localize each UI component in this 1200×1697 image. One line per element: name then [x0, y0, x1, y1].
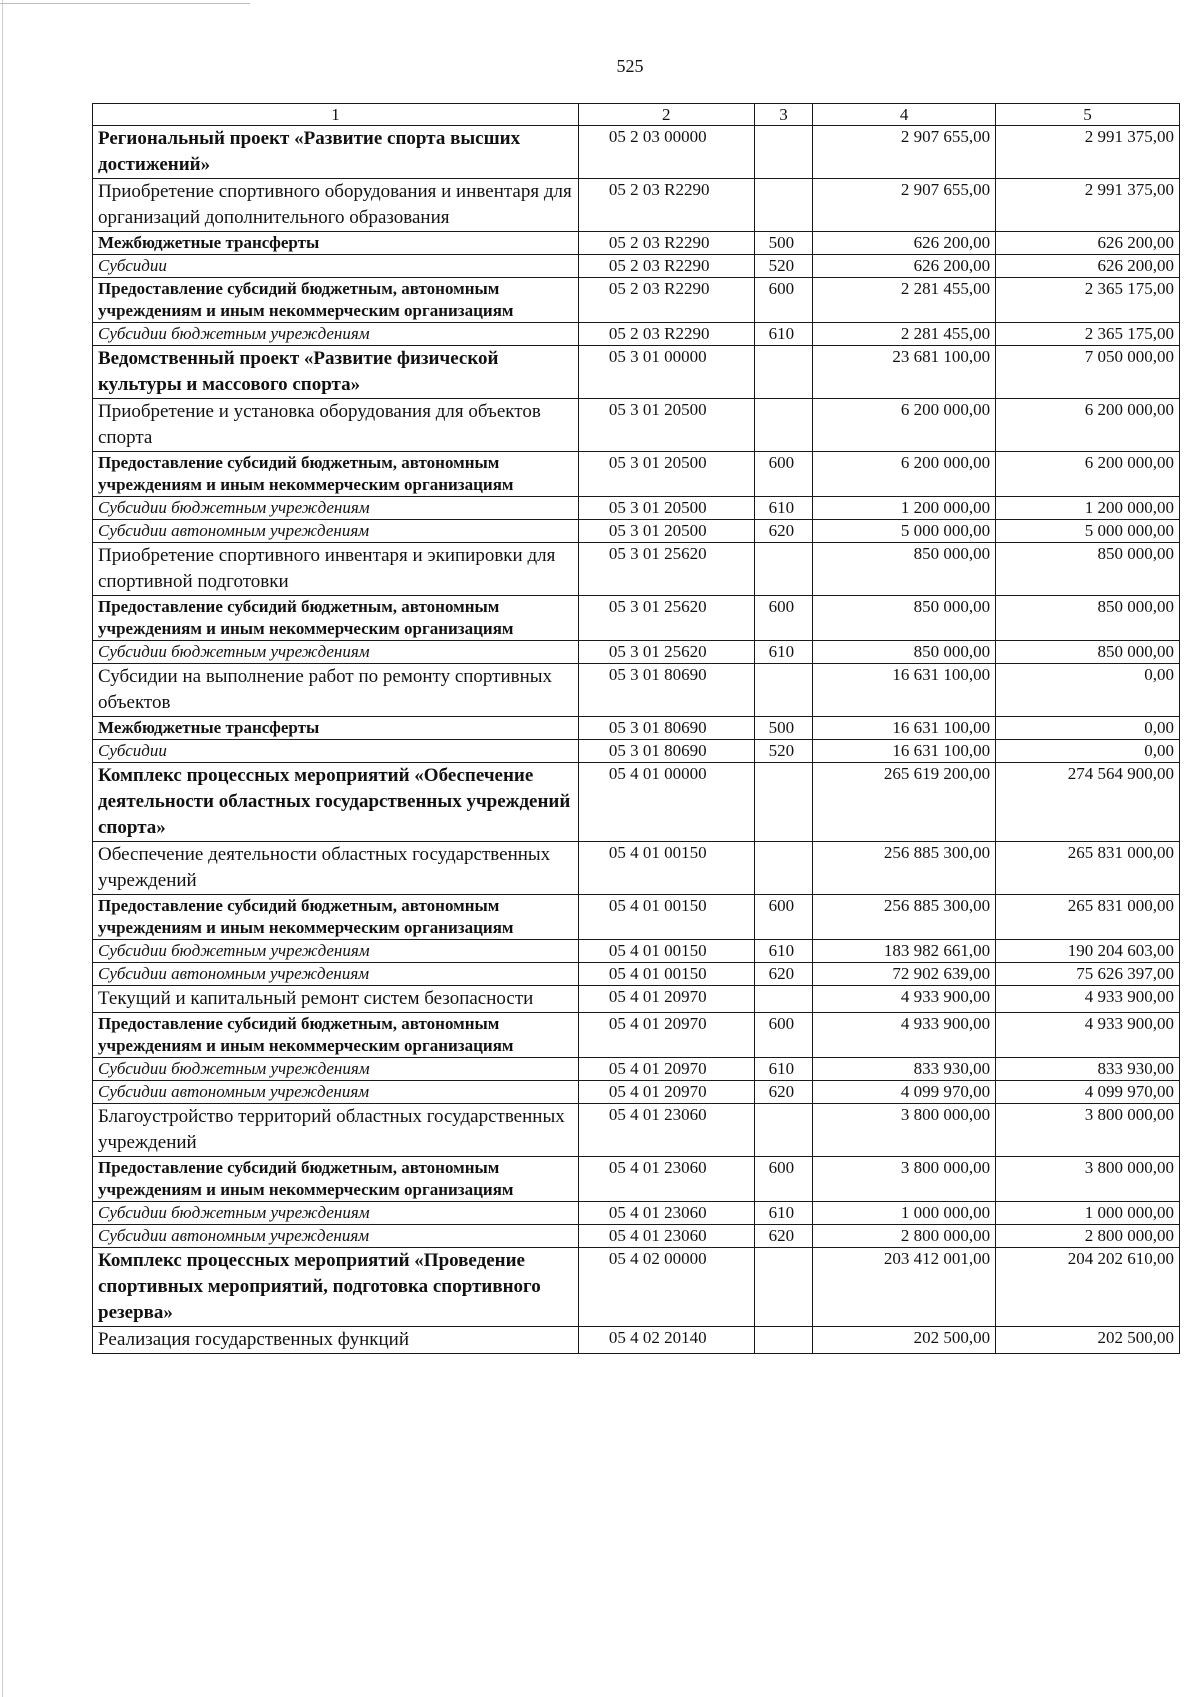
row-sum-year1-cell: 3 800 000,00 [813, 1157, 996, 1202]
row-sum-year2-cell: 7 050 000,00 [996, 346, 1180, 399]
row-name-cell: Субсидии автономным учреждениям [93, 1225, 579, 1248]
row-type-cell: 500 [754, 717, 813, 740]
row-sum-year1-cell: 626 200,00 [813, 255, 996, 278]
row-sum-year2-cell: 0,00 [996, 664, 1180, 717]
row-code-cell: 05 4 01 00150 [578, 842, 754, 895]
row-sum-year2-cell: 204 202 610,00 [996, 1248, 1180, 1327]
row-code-cell: 05 2 03 00000 [578, 126, 754, 179]
row-code-cell: 05 4 02 20140 [578, 1327, 754, 1354]
table-row [93, 399, 1180, 452]
row-name-cell: Субсидии бюджетным учреждениям [93, 497, 579, 520]
row-code-cell: 05 4 01 00000 [578, 763, 754, 842]
row-sum-year2-cell: 190 204 603,00 [996, 940, 1180, 963]
row-sum-year1-cell: 16 631 100,00 [813, 717, 996, 740]
row-type-cell [754, 842, 813, 895]
row-code-cell: 05 4 01 00150 [578, 940, 754, 963]
header-col-2: 2 [578, 104, 754, 126]
row-name-cell: Субсидии бюджетным учреждениям [93, 323, 579, 346]
row-code-cell: 05 4 02 00000 [578, 1248, 754, 1327]
row-sum-year1-cell: 2 281 455,00 [813, 323, 996, 346]
table-row [93, 1248, 1180, 1327]
row-type-cell [754, 664, 813, 717]
table-row [93, 255, 1180, 278]
row-name-cell: Межбюджетные трансферты [93, 717, 579, 740]
table-row [93, 1058, 1180, 1081]
row-sum-year1-cell: 16 631 100,00 [813, 664, 996, 717]
row-sum-year2-cell: 4 933 900,00 [996, 986, 1180, 1013]
row-type-cell [754, 126, 813, 179]
row-type-cell: 620 [754, 520, 813, 543]
row-name-cell: Региональный проект «Развитие спорта высших достижений» [93, 126, 579, 179]
row-code-cell: 05 4 01 23060 [578, 1157, 754, 1202]
table-row [93, 1202, 1180, 1225]
row-name-cell: Предоставление субсидий бюджетным, автономным учреждениям и иным некоммерческим организациям [93, 895, 579, 940]
row-type-cell: 610 [754, 1202, 813, 1225]
row-code-cell: 05 4 01 23060 [578, 1225, 754, 1248]
header-col-3: 3 [754, 104, 813, 126]
row-type-cell [754, 346, 813, 399]
table-row [93, 596, 1180, 641]
row-sum-year1-cell: 202 500,00 [813, 1327, 996, 1354]
row-type-cell [754, 1327, 813, 1354]
row-code-cell: 05 3 01 80690 [578, 740, 754, 763]
table-row [93, 1081, 1180, 1104]
row-type-cell: 600 [754, 1013, 813, 1058]
row-name-cell: Субсидии на выполнение работ по ремонту спортивных объектов [93, 664, 579, 717]
row-sum-year1-cell: 6 200 000,00 [813, 452, 996, 497]
row-sum-year1-cell: 2 281 455,00 [813, 278, 996, 323]
row-name-cell: Межбюджетные трансферты [93, 232, 579, 255]
row-code-cell: 05 3 01 20500 [578, 399, 754, 452]
row-sum-year2-cell: 2 991 375,00 [996, 126, 1180, 179]
table-header-row [93, 104, 1180, 126]
row-sum-year2-cell: 1 000 000,00 [996, 1202, 1180, 1225]
row-code-cell: 05 4 01 00150 [578, 895, 754, 940]
row-name-cell: Субсидии автономным учреждениям [93, 520, 579, 543]
row-code-cell: 05 4 01 20970 [578, 1081, 754, 1104]
row-code-cell: 05 2 03 R2290 [578, 278, 754, 323]
row-sum-year1-cell: 203 412 001,00 [813, 1248, 996, 1327]
row-code-cell: 05 3 01 25620 [578, 596, 754, 641]
row-type-cell: 600 [754, 895, 813, 940]
row-code-cell: 05 3 01 20500 [578, 452, 754, 497]
row-sum-year2-cell: 2 365 175,00 [996, 323, 1180, 346]
table-row [93, 179, 1180, 232]
row-sum-year1-cell: 850 000,00 [813, 543, 996, 596]
table-row [93, 1157, 1180, 1202]
table-row [93, 842, 1180, 895]
row-type-cell [754, 399, 813, 452]
row-name-cell: Субсидии бюджетным учреждениям [93, 940, 579, 963]
row-type-cell: 600 [754, 278, 813, 323]
row-code-cell: 05 4 01 23060 [578, 1104, 754, 1157]
row-code-cell: 05 2 03 R2290 [578, 255, 754, 278]
row-sum-year1-cell: 6 200 000,00 [813, 399, 996, 452]
scan-edge-line [2, 0, 3, 1697]
row-sum-year2-cell: 6 200 000,00 [996, 399, 1180, 452]
row-type-cell [754, 763, 813, 842]
budget-table-body [93, 104, 1180, 1354]
table-row [93, 1013, 1180, 1058]
row-code-cell: 05 4 01 20970 [578, 986, 754, 1013]
row-sum-year2-cell: 4 099 970,00 [996, 1081, 1180, 1104]
table-row [93, 126, 1180, 179]
row-code-cell: 05 2 03 R2290 [578, 232, 754, 255]
table-row [93, 986, 1180, 1013]
row-sum-year1-cell: 3 800 000,00 [813, 1104, 996, 1157]
row-sum-year1-cell: 626 200,00 [813, 232, 996, 255]
row-name-cell: Предоставление субсидий бюджетным, автономным учреждениям и иным некоммерческим организациям [93, 1157, 579, 1202]
table-row [93, 1225, 1180, 1248]
table-row [93, 1104, 1180, 1157]
row-code-cell: 05 2 03 R2290 [578, 179, 754, 232]
row-type-cell [754, 179, 813, 232]
row-name-cell: Субсидии бюджетным учреждениям [93, 1202, 579, 1225]
row-name-cell: Обеспечение деятельности областных государственных учреждений [93, 842, 579, 895]
row-sum-year2-cell: 274 564 900,00 [996, 763, 1180, 842]
row-type-cell: 520 [754, 255, 813, 278]
row-name-cell: Комплекс процессных мероприятий «Обеспечение деятельности областных государственных учреждений спорта» [93, 763, 579, 842]
row-type-cell: 610 [754, 497, 813, 520]
row-sum-year2-cell: 202 500,00 [996, 1327, 1180, 1354]
row-sum-year1-cell: 72 902 639,00 [813, 963, 996, 986]
row-code-cell: 05 2 03 R2290 [578, 323, 754, 346]
row-sum-year2-cell: 626 200,00 [996, 255, 1180, 278]
row-sum-year1-cell: 4 933 900,00 [813, 986, 996, 1013]
header-col-1: 1 [93, 104, 579, 126]
row-name-cell: Текущий и капитальный ремонт систем безопасности [93, 986, 579, 1013]
row-sum-year2-cell: 626 200,00 [996, 232, 1180, 255]
row-sum-year2-cell: 265 831 000,00 [996, 842, 1180, 895]
row-name-cell: Субсидии бюджетным учреждениям [93, 1058, 579, 1081]
row-type-cell [754, 543, 813, 596]
row-name-cell: Благоустройство территорий областных государственных учреждений [93, 1104, 579, 1157]
table-row [93, 963, 1180, 986]
row-code-cell: 05 3 01 20500 [578, 520, 754, 543]
row-type-cell: 620 [754, 1225, 813, 1248]
row-code-cell: 05 3 01 80690 [578, 717, 754, 740]
row-sum-year2-cell: 850 000,00 [996, 596, 1180, 641]
row-code-cell: 05 3 01 80690 [578, 664, 754, 717]
row-name-cell: Предоставление субсидий бюджетным, автономным учреждениям и иным некоммерческим организациям [93, 596, 579, 641]
table-row [93, 664, 1180, 717]
row-name-cell: Ведомственный проект «Развитие физической культуры и массового спорта» [93, 346, 579, 399]
table-row [93, 717, 1180, 740]
table-row [93, 740, 1180, 763]
budget-table [92, 103, 1180, 1354]
row-type-cell: 620 [754, 1081, 813, 1104]
row-name-cell: Предоставление субсидий бюджетным, автономным учреждениям и иным некоммерческим организациям [93, 452, 579, 497]
table-row [93, 763, 1180, 842]
row-type-cell: 610 [754, 1058, 813, 1081]
row-name-cell: Приобретение спортивного инвентаря и экипировки для спортивной подготовки [93, 543, 579, 596]
table-row [93, 543, 1180, 596]
row-sum-year2-cell: 0,00 [996, 740, 1180, 763]
row-code-cell: 05 4 01 20970 [578, 1058, 754, 1081]
row-type-cell: 600 [754, 1157, 813, 1202]
row-code-cell: 05 3 01 00000 [578, 346, 754, 399]
row-sum-year2-cell: 850 000,00 [996, 543, 1180, 596]
row-type-cell: 520 [754, 740, 813, 763]
row-type-cell: 600 [754, 596, 813, 641]
row-sum-year2-cell: 6 200 000,00 [996, 452, 1180, 497]
row-sum-year1-cell: 850 000,00 [813, 641, 996, 664]
row-sum-year1-cell: 2 800 000,00 [813, 1225, 996, 1248]
row-sum-year2-cell: 0,00 [996, 717, 1180, 740]
row-name-cell: Приобретение и установка оборудования для объектов спорта [93, 399, 579, 452]
row-type-cell: 600 [754, 452, 813, 497]
row-sum-year2-cell: 75 626 397,00 [996, 963, 1180, 986]
table-row [93, 452, 1180, 497]
row-sum-year1-cell: 850 000,00 [813, 596, 996, 641]
row-sum-year2-cell: 3 800 000,00 [996, 1157, 1180, 1202]
row-type-cell [754, 1104, 813, 1157]
row-name-cell: Комплекс процессных мероприятий «Проведение спортивных мероприятий, подготовка спортивного резерва» [93, 1248, 579, 1327]
row-sum-year1-cell: 2 907 655,00 [813, 126, 996, 179]
row-name-cell: Субсидии автономным учреждениям [93, 1081, 579, 1104]
row-sum-year1-cell: 4 933 900,00 [813, 1013, 996, 1058]
row-sum-year2-cell: 2 365 175,00 [996, 278, 1180, 323]
page-number: 525 [616, 56, 644, 76]
row-sum-year2-cell: 833 930,00 [996, 1058, 1180, 1081]
row-type-cell: 610 [754, 641, 813, 664]
row-sum-year1-cell: 5 000 000,00 [813, 520, 996, 543]
row-name-cell: Предоставление субсидий бюджетным, автономным учреждениям и иным некоммерческим организациям [93, 278, 579, 323]
row-sum-year2-cell: 4 933 900,00 [996, 1013, 1180, 1058]
row-sum-year2-cell: 5 000 000,00 [996, 520, 1180, 543]
row-type-cell [754, 986, 813, 1013]
row-sum-year2-cell: 2 800 000,00 [996, 1225, 1180, 1248]
row-type-cell: 610 [754, 323, 813, 346]
row-type-cell [754, 1248, 813, 1327]
table-row [93, 323, 1180, 346]
row-sum-year2-cell: 265 831 000,00 [996, 895, 1180, 940]
row-sum-year1-cell: 16 631 100,00 [813, 740, 996, 763]
row-code-cell: 05 3 01 25620 [578, 641, 754, 664]
table-row [93, 232, 1180, 255]
table-row [93, 940, 1180, 963]
row-code-cell: 05 3 01 20500 [578, 497, 754, 520]
row-sum-year1-cell: 1 000 000,00 [813, 1202, 996, 1225]
table-row [93, 520, 1180, 543]
row-name-cell: Субсидии [93, 740, 579, 763]
row-sum-year1-cell: 256 885 300,00 [813, 842, 996, 895]
row-code-cell: 05 4 01 00150 [578, 963, 754, 986]
row-code-cell: 05 4 01 20970 [578, 1013, 754, 1058]
row-sum-year1-cell: 2 907 655,00 [813, 179, 996, 232]
row-name-cell: Субсидии [93, 255, 579, 278]
row-sum-year1-cell: 23 681 100,00 [813, 346, 996, 399]
row-name-cell: Приобретение спортивного оборудования и инвентаря для организаций дополнительного образования [93, 179, 579, 232]
row-sum-year1-cell: 1 200 000,00 [813, 497, 996, 520]
table-row [93, 1327, 1180, 1354]
table-row [93, 497, 1180, 520]
row-code-cell: 05 3 01 25620 [578, 543, 754, 596]
row-sum-year1-cell: 265 619 200,00 [813, 763, 996, 842]
row-type-cell: 620 [754, 963, 813, 986]
row-name-cell: Предоставление субсидий бюджетным, автономным учреждениям и иным некоммерческим организациям [93, 1013, 579, 1058]
table-row [93, 346, 1180, 399]
table-row [93, 278, 1180, 323]
row-name-cell: Реализация государственных функций [93, 1327, 579, 1354]
row-sum-year2-cell: 2 991 375,00 [996, 179, 1180, 232]
row-sum-year1-cell: 4 099 970,00 [813, 1081, 996, 1104]
table-row [93, 641, 1180, 664]
row-sum-year2-cell: 850 000,00 [996, 641, 1180, 664]
row-sum-year1-cell: 833 930,00 [813, 1058, 996, 1081]
scan-top-line [0, 3, 250, 4]
header-col-4: 4 [813, 104, 996, 126]
row-code-cell: 05 4 01 23060 [578, 1202, 754, 1225]
row-name-cell: Субсидии бюджетным учреждениям [93, 641, 579, 664]
row-sum-year2-cell: 1 200 000,00 [996, 497, 1180, 520]
row-sum-year2-cell: 3 800 000,00 [996, 1104, 1180, 1157]
row-sum-year1-cell: 183 982 661,00 [813, 940, 996, 963]
row-name-cell: Субсидии автономным учреждениям [93, 963, 579, 986]
header-col-5: 5 [996, 104, 1180, 126]
row-type-cell: 610 [754, 940, 813, 963]
row-sum-year1-cell: 256 885 300,00 [813, 895, 996, 940]
row-type-cell: 500 [754, 232, 813, 255]
table-row [93, 895, 1180, 940]
